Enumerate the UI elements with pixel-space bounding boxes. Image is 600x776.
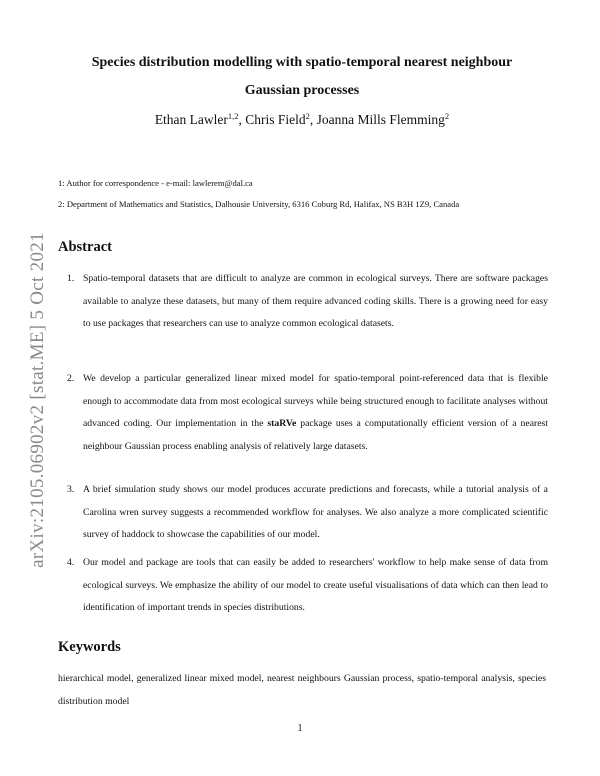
author-affiliation-mark: 1,2 xyxy=(227,111,239,121)
abstract-item xyxy=(58,479,548,547)
paper-title-line-2: Gaussian processes xyxy=(244,83,360,98)
author-list xyxy=(54,106,550,130)
abstract-heading: Abstract xyxy=(58,239,112,255)
author-separator: , xyxy=(309,112,317,127)
affiliation-correspondence: 1: Author for correspondence - e-mail: lawlerem@dal.ca xyxy=(58,178,253,188)
author-name: Chris Field xyxy=(245,112,306,127)
abstract-item xyxy=(58,368,548,458)
author-name: Ethan Lawler xyxy=(154,112,228,127)
page-number: 1 xyxy=(297,723,303,734)
keywords-text: hierarchical model, generalized linear mixed model, nearest neighbours Gaussian process, spatio-temporal analysis, species distribution model xyxy=(58,673,546,707)
abstract-item-text-part: We develop a particular generalized linear mixed model for spatio-temporal point-referenced data that is flexible enough to accommodate data from most ecological surveys while being structured enough to facilitate analyses without advanced coding. Our implementation in the xyxy=(83,373,548,429)
abstract-item xyxy=(58,268,548,336)
author-affiliation-mark: 2 xyxy=(444,111,450,121)
keywords-heading: Keywords xyxy=(58,639,121,655)
abstract-item-text: A brief simulation study shows our model produces accurate predictions and forecasts, while a tutorial analysis of a Carolina wren survey suggests a recommended workflow for analyses. We also analyze a more complicated scientific survey of haddock to showcase the capabilities of our model. xyxy=(83,484,548,540)
abstract-item-number: 4. xyxy=(67,557,75,568)
abstract-item-text xyxy=(83,368,548,458)
abstract-item xyxy=(58,552,548,620)
paper-title-line-1: Species distribution modelling with spatio-temporal nearest neighbour xyxy=(91,55,513,70)
package-name: staRVe xyxy=(267,418,297,429)
affiliation-department: 2: Department of Mathematics and Statistics, Dalhousie University, 6316 Coburg Rd, Halifax, NS B3H 1Z9, Canada xyxy=(58,199,460,209)
abstract-item-text-part: package uses a computationally efficient version of a nearest neighbour Gaussian process enabling analysis of relatively large datasets. xyxy=(83,418,548,452)
abstract-item-number: 2. xyxy=(67,373,75,384)
arxiv-identifier: arXiv:2105.06902v2 [stat.ME] 5 Oct 2021 xyxy=(27,232,48,568)
abstract-item-text: Spatio-temporal datasets that are difficult to analyze are common in ecological surveys. There are software packages available to analyze these datasets, but many of them require advanced coding skills. There is a growing need for easy to use packages that researchers can use to analyze common ecological datasets. xyxy=(83,273,548,329)
author-affiliation-mark: 2 xyxy=(305,111,310,121)
author-separator: , xyxy=(238,112,246,127)
abstract-item-number: 3. xyxy=(67,484,75,495)
abstract-item-number: 1. xyxy=(67,273,75,284)
abstract-item-text: Our model and package are tools that can easily be added to researchers' workflow to help make sense of data from ecological surveys. We emphasize the ability of our model to create useful visualisations of data which can then lead to identification of important trends in species distributions. xyxy=(83,557,548,613)
author-name: Joanna Mills Flemming xyxy=(316,112,445,127)
